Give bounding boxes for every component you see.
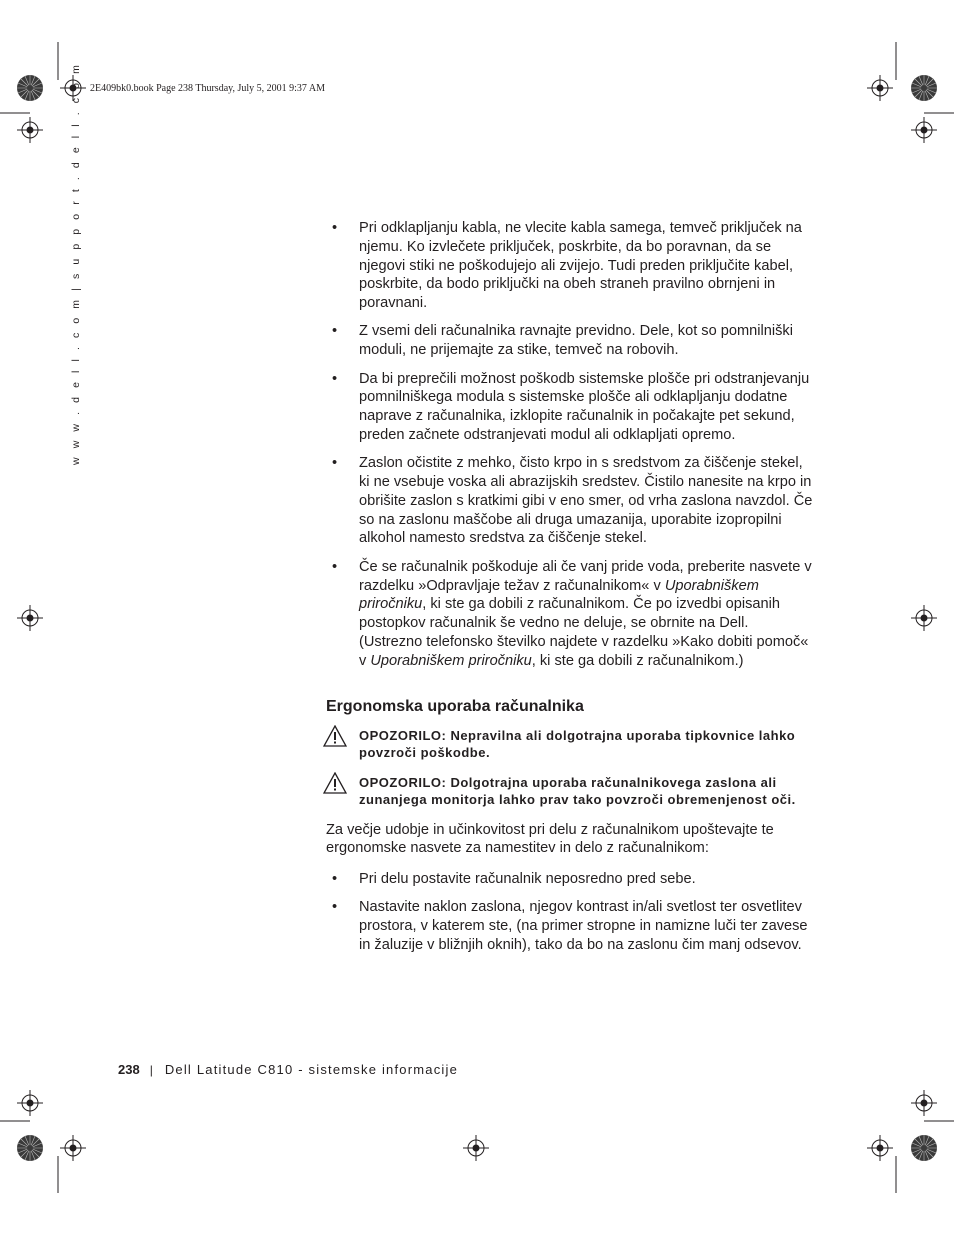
page-number: 238 (118, 1062, 140, 1077)
side-url-text: w w w . d e l l . c o m | s u p p o r t . d e l l . c o m (70, 62, 82, 465)
registration-mark (911, 1090, 937, 1116)
page-content (326, 219, 814, 964)
bullet-icon: • (332, 871, 338, 888)
registration-mark (60, 1135, 86, 1161)
bullet-icon: • (332, 455, 338, 472)
registration-mark (867, 1135, 893, 1161)
list-item: • Nastavite naklon zaslona, njegov kontrast in/ali svetlost ter osvetlitev prostora, v katerem ste, (na primer stropne in namizne luči ter zavese in žaluzije v bližnjih oknih), tako da bo na zaslonu čim manj odsevov. (332, 899, 808, 954)
list-item: • Da bi preprečili možnost poškodb sistemske plošče pri odstranjevanju pomnilniškega modula s sistemske plošče ali odklapljanju dodatne naprave z računalnika, izklopite računalnik in počakajte pet sekund, preden začnete odstranjevati modul ali odklapljati opremo. (332, 370, 810, 443)
intro-paragraph: Za večje udobje in učinkovitost pri delu z računalnikom upoštevajte te ergonomske nasvete za namestitev in delo z računalnikom: (326, 821, 774, 857)
list-item: • Pri delu postavite računalnik neposredno pred sebe. (332, 871, 696, 888)
bullet-icon: • (332, 899, 338, 916)
star-target-mark (911, 75, 937, 101)
registration-mark (911, 117, 937, 143)
print-job-header: 2E409bk0.book Page 238 Thursday, July 5, 2001 9:37 AM (90, 83, 325, 94)
warning-triangle-icon (323, 772, 347, 794)
manual-title-reference: Uporabniškem priročniku (359, 577, 759, 613)
ergonomics-list (326, 870, 814, 955)
list-item: • Pri odklapljanju kabla, ne vlecite kabla samega, temveč priključek na njemu. Ko izvlečete priključek, poskrbite, da bo poravnan, da se njegovi stiki ne poškodujejo ali zvijejo. Tudi preden priključite kabel, poskrbite, da bodo priključki na obeh straneh pravilno obrnjeni in poravnani. (332, 220, 802, 312)
bullet-icon: • (332, 370, 338, 387)
section-heading: Ergonomska uporaba računalnika (326, 697, 584, 715)
bullet-icon: • (332, 323, 338, 340)
footer-title: Dell Latitude C810 - sistemske informacije (164, 1062, 458, 1077)
registration-mark (17, 1090, 43, 1116)
star-target-mark (17, 75, 43, 101)
registration-mark (17, 605, 43, 631)
list-item: • Z vsemi deli računalnika ravnajte previdno. Dele, kot so pomnilniški moduli, ne prijemajte za stike, temveč na robovih. (332, 323, 793, 359)
star-target-mark (911, 1135, 937, 1161)
warning-block: OPOZORILO: Dolgotrajna uporaba računalnikovega zaslona ali zunanjega monitorja lahko prav tako povzroči obremenjenost oči. (326, 774, 814, 809)
list-item: • Če se računalnik poškoduje ali če vanj pride voda, preberite nasvete v razdelku »Odpravljaje težav z računalnikom« v Uporabniškem priročniku, ki ste ga dobili z računalnikom. Če po izvedbi opisanih postopkov računalnik še vedno ne deluje, se obrnite na Dell. (Ustrezno telefonsko številko najdete v razdelku »Kako dobiti pomoč« v Uporabniškem priročniku, ki ste ga dobili z računalnikom.) (332, 558, 812, 669)
list-item: • Zaslon očistite z mehko, čisto krpo in s sredstvom za čiščenje stekel, ki ne vsebuje voska ali abrazijskih sredstev. Čistilo nanesite na krpo in obrišite zaslon s kratkimi gibi v eno smer, od vrha zaslona navzdol. Če so na zaslonu maščobe ali druga umazanija, uporabite izopropilni alkohol namesto sredstva za čiščenje stekel. (332, 455, 813, 547)
registration-mark (867, 75, 893, 101)
warning-triangle-icon (323, 725, 347, 747)
bullet-icon: • (332, 220, 338, 236)
bullet-icon: • (332, 558, 338, 575)
page-footer (118, 1062, 458, 1077)
manual-title-reference: Uporabniškem priročniku (370, 652, 532, 669)
registration-mark (911, 605, 937, 631)
warning-block: OPOZORILO: Nepravilna ali dolgotrajna uporaba tipkovnice lahko povzroči poškodbe. (326, 727, 814, 762)
star-target-mark (17, 1135, 43, 1161)
registration-mark (17, 117, 43, 143)
precautions-list (326, 219, 814, 671)
footer-separator: | (149, 1063, 153, 1077)
registration-mark (463, 1135, 489, 1161)
